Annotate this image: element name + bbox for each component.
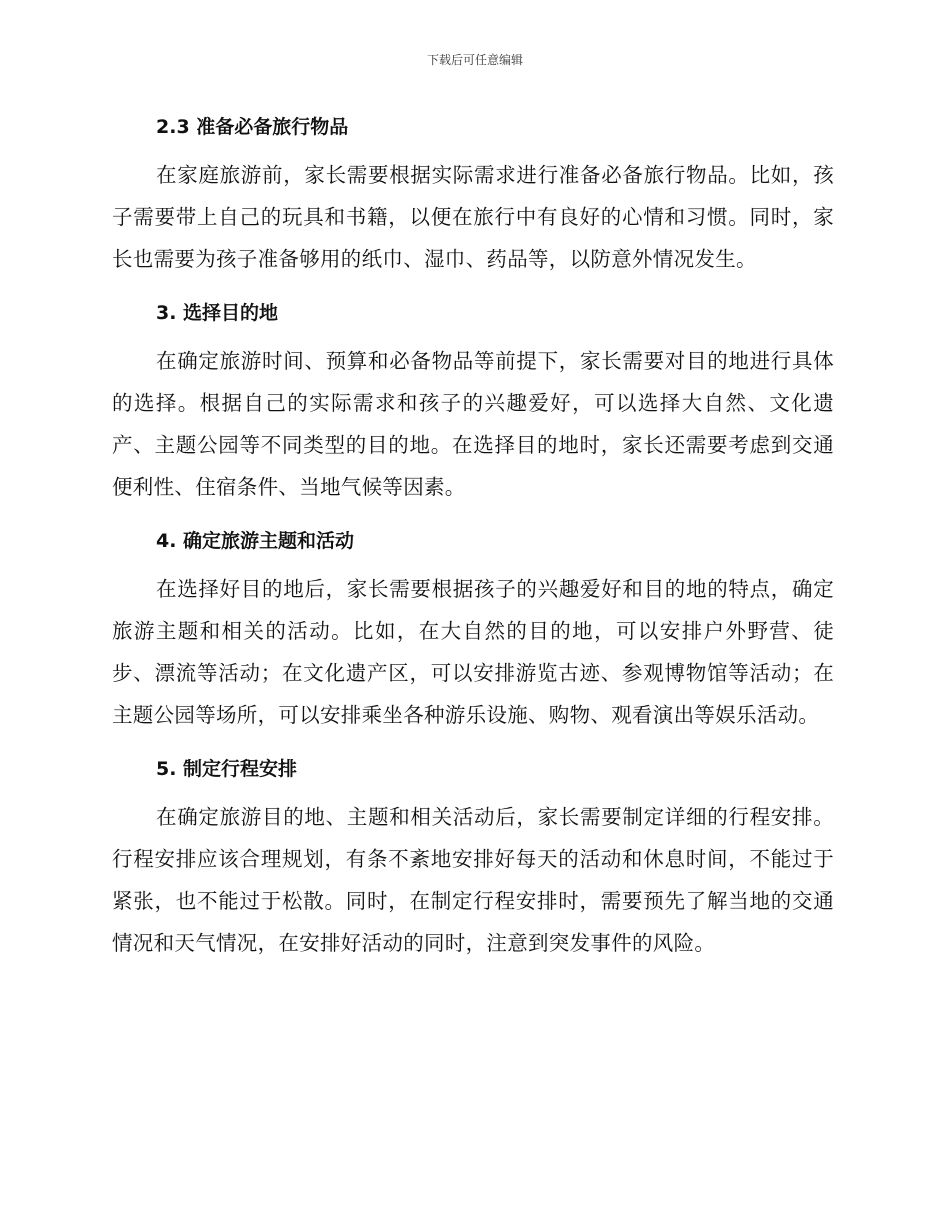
section-paragraph: 在确定旅游时间、预算和必备物品等前提下，家长需要对目的地进行具体的选择。根据自己的实际需求和孩子的兴趣爱好，可以选择大自然、文化遗产、主题公园等不同类型的目的地。在选择目的地时，家长还需要考虑到交通便利性、住宿条件、当地气候等因素。	[112, 349, 834, 499]
section-4	[112, 520, 834, 736]
section-heading: 3. 选择目的地	[156, 302, 279, 324]
section-5	[112, 748, 834, 964]
section-heading: 4. 确定旅游主题和活动	[156, 530, 355, 552]
section-heading: 5. 制定行程安排	[156, 758, 298, 780]
page-header: 下载后可任意编辑	[426, 53, 523, 67]
section-heading: 2.3 准备必备旅行物品	[156, 116, 349, 138]
section-paragraph: 在家庭旅游前，家长需要根据实际需求进行准备必备旅行物品。比如，孩子需要带上自己的玩具和书籍，以便在旅行中有良好的心情和习惯。同时，家长也需要为孩子准备够用的纸巾、湿巾、药品等，以防意外情况发生。	[112, 163, 834, 271]
section-paragraph: 在确定旅游目的地、主题和相关活动后，家长需要制定详细的行程安排。行程安排应该合理规划，有条不紊地安排好每天的活动和休息时间，不能过于紧张，也不能过于松散。同时，在制定行程安排时，需要预先了解当地的交通情况和天气情况，在安排好活动的同时，注意到突发事件的风险。	[112, 805, 834, 955]
section-2-3	[112, 106, 834, 280]
section-3	[112, 292, 834, 508]
section-paragraph: 在选择好目的地后，家长需要根据孩子的兴趣爱好和目的地的特点，确定旅游主题和相关的活动。比如，在大自然的目的地，可以安排户外野营、徒步、漂流等活动；在文化遗产区，可以安排游览古迹、参观博物馆等活动；在主题公园等场所，可以安排乘坐各种游乐设施、购物、观看演出等娱乐活动。	[112, 577, 834, 727]
document-body	[112, 106, 834, 976]
